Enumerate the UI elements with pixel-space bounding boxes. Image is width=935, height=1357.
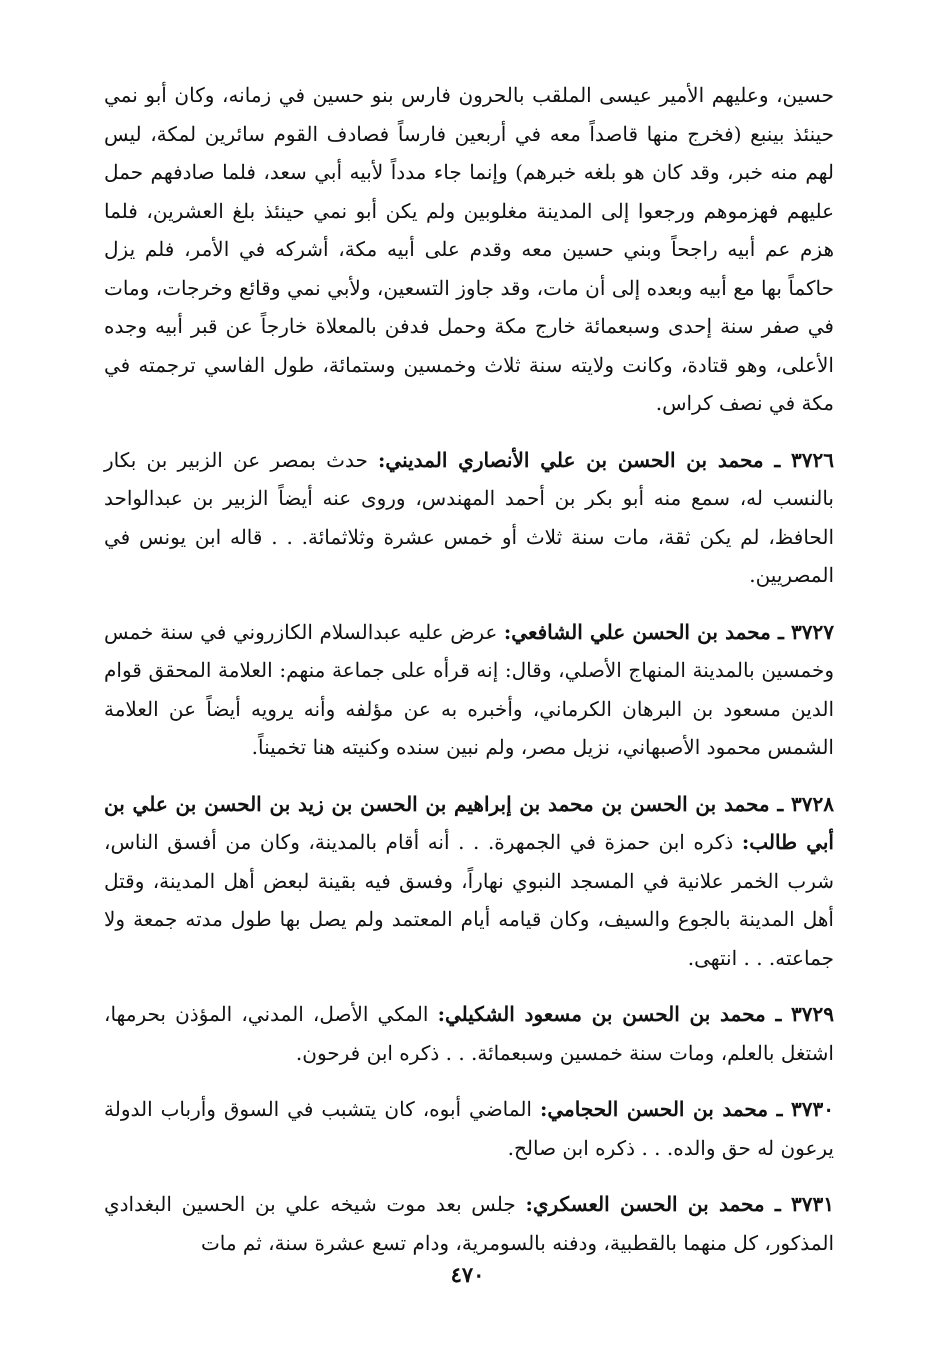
intro-paragraph: حسين، وعليهم الأمير عيسى الملقب بالحرون فارس بنو حسين في زمانه، وكان أبو نمي حينئذ بينبع (فخرج منها قاصداً معه في أربعين فارساً فصادف القوم سائرين لمكة، ليس لهم منه خبر، وقد كان هو بلغه خبرهم) وإنما جاء مدداً لأبيه أبي سعد، فلما صادفهم حمل عليهم فهزموهم ورجعوا إلى المدينة مغلوبين ولم يكن أبو نمي حينئذ بلغ العشرين، فلما هزم عم أبيه راجحاً وبني حسين معه وقدم على أبيه مكة، أشركه في الأمر، فلم يزل حاكماً بها مع أبيه وبعده إلى أن مات، وقد جاوز التسعين، ولأبي نمي وقائع وخرجات، ومات في صفر سنة إحدى وسبعمائة خارج مكة وحمل فدفن بالمعلاة خارجاً عن قبر أبيه وجده الأعلى، وهو قتادة، وكانت ولايته سنة ثلاث وخمسين وستمائة، طول الفاسي ترجمته في مكة في نصف كراس. xyxy=(104,83,835,415)
entry-body: ذكره ابن حمزة في الجمهرة. . . أنه أقام بالمدينة، وكان من أفسق الناس، شرب الخمر علانية في المسجد النبوي نهاراً، وفسق فيه بقينة لبعض أهل المدينة، وقتل أهل المدينة بالجوع والسيف، وكان قيامه أيام المعتمد ولم يصل بها طول مدته جمعة ولا جماعته. . . انتهى. xyxy=(104,830,834,970)
page-body xyxy=(104,76,834,1262)
entry-heading: ٣٧٢٦ ـ محمد بن الحسن بن علي الأنصاري المديني: xyxy=(378,447,835,472)
entry-heading: ٣٧٣٠ ـ محمد بن الحسن الحجامي: xyxy=(539,1097,835,1121)
entry-body: حدث بمصر عن الزبير بن بكار بالنسب له، سمع منه أبو بكر بن أحمد المهندس، وروى عنه أيضاً الزبير بن عبدالواحد الحافظ، لم يكن ثقة، مات سنة ثلاث أو خمس عشرة وثلاثمائة. . . قاله ابن يونس في المصريين. xyxy=(104,447,834,587)
page-number: ٤٧٠ xyxy=(450,1262,485,1287)
entry-heading: ٣٧٢٩ ـ محمد بن الحسن بن مسعود الشكيلي: xyxy=(437,1002,835,1026)
entry-3726 xyxy=(104,441,834,595)
entry-heading: ٣٧٢٨ ـ محمد بن الحسن بن محمد بن إبراهيم بن الحسن بن زيد بن الحسن بن علي بن أبي طالب: xyxy=(104,791,834,854)
entry-3730 xyxy=(104,1090,834,1167)
entry-3729 xyxy=(104,995,834,1072)
entry-body: عرض عليه عبدالسلام الكازروني في سنة خمس وخمسين بالمدينة المنهاج الأصلي، وقال: إنه قرأه على جماعة منهم: العلامة المحقق قوام الدين مسعود بن البرهان الكرماني، وأخبره به عن مؤلفه وأنه يرويه أيضاً عن العلامة الشمس محمود الأصبهاني، نزيل مصر، ولم نبين سنده وكنيته هنا تخميناً. xyxy=(104,619,834,759)
entry-heading: ٣٧٢٧ ـ محمد بن الحسن علي الشافعي: xyxy=(503,619,834,644)
entry-3728 xyxy=(104,785,834,978)
entry-body: الماضي أبوه، كان يتشبب في السوق وأرباب الدولة يرعون له حق والده. . . ذكره ابن صالح. xyxy=(104,1097,834,1160)
entry-heading: ٣٧٣١ ـ محمد بن الحسن العسكري: xyxy=(525,1192,834,1216)
entry-body: جلس بعد موت شيخه علي بن الحسين البغدادي المذكور، كل منهما بالقطبية، ودفنه بالسومرية، ودام تسع عشرة سنة، ثم مات xyxy=(104,1192,834,1255)
entry-3727 xyxy=(104,613,834,767)
entry-body: المكي الأصل، المدني، المؤذن بحرمها، اشتغل بالعلم، ومات سنة خمسين وسبعمائة. . . ذكره ابن فرحون. xyxy=(104,1002,834,1065)
entry-3731 xyxy=(104,1185,834,1262)
